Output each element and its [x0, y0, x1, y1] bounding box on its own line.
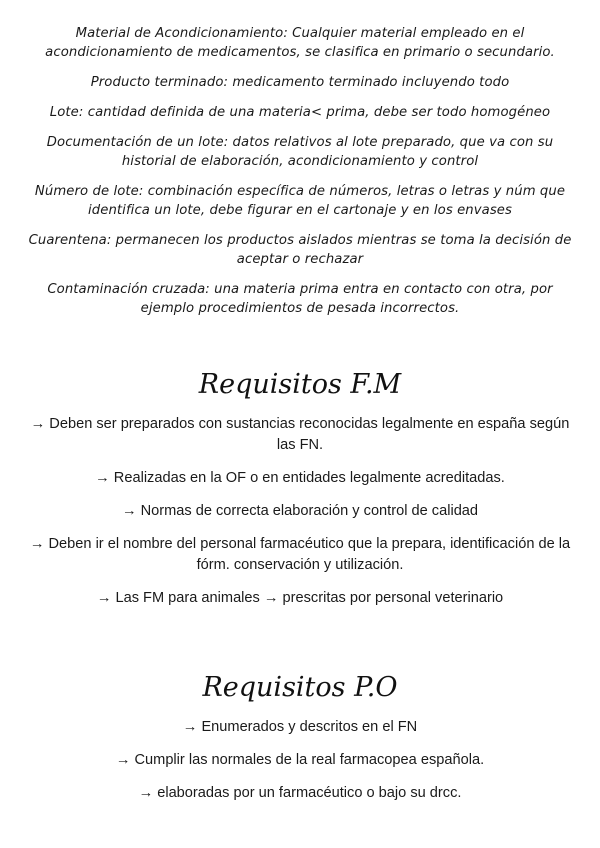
- definition-cuarentena: Cuarentena: permanecen los productos aislados mientras se toma la decisión de aceptar o rechazar: [28, 233, 572, 267]
- requisitos-po-list: [20, 717, 580, 816]
- definitions-block: [22, 24, 578, 329]
- definition-numero-lote: Número de lote: combinación específica de números, letras o letras y núm que identifica un lote, debe figurar en el cartonaje y en los envases: [34, 184, 566, 218]
- requisito-po-item: → Enumerados y descritos en el FN: [182, 719, 418, 735]
- requisito-fm-item: → Realizadas en la OF o en entidades legalmente acreditadas.: [95, 470, 505, 486]
- requisito-po-item: → elaboradas por un farmacéutico o bajo su drcc.: [138, 785, 462, 801]
- requisito-fm-item: → Deben ir el nombre del personal farmacéutico que la prepara, identificación de la fórm. conservación y utilización.: [29, 536, 571, 573]
- definition-producto-terminado: Producto terminado: medicamento terminado incluyendo todo: [90, 75, 510, 90]
- definition-documentacion-lote: Documentación de un lote: datos relativos al lote preparado, que va con su historial de elaboración, acondicionamiento y control: [46, 135, 554, 169]
- heading-requisitos-po: Requisitos P.O: [202, 672, 398, 703]
- requisitos-fm-list: [20, 414, 580, 621]
- requisito-fm-item: → Las FM para animales → prescritas por personal veterinario: [96, 590, 504, 606]
- definition-lote: Lote: cantidad definida de una materia< prima, debe ser todo homogéneo: [49, 105, 551, 120]
- requisito-fm-item: → Deben ser preparados con sustancias reconocidas legalmente en españa según las FN.: [30, 416, 570, 453]
- heading-requisitos-fm: Requisitos F.M: [198, 369, 402, 400]
- definition-material-acondicionamiento: Material de Acondicionamiento: Cualquier material empleado en el acondicionamiento de medicamentos, se clasifica en primario o secundario.: [45, 26, 555, 60]
- definition-contaminacion-cruzada: Contaminación cruzada: una materia prima entra en contacto con otra, por ejemplo procedimientos de pesada incorrectos.: [47, 282, 553, 316]
- requisito-po-item: → Cumplir las normales de la real farmacopea española.: [115, 752, 485, 768]
- requisito-fm-item: → Normas de correcta elaboración y control de calidad: [121, 503, 479, 519]
